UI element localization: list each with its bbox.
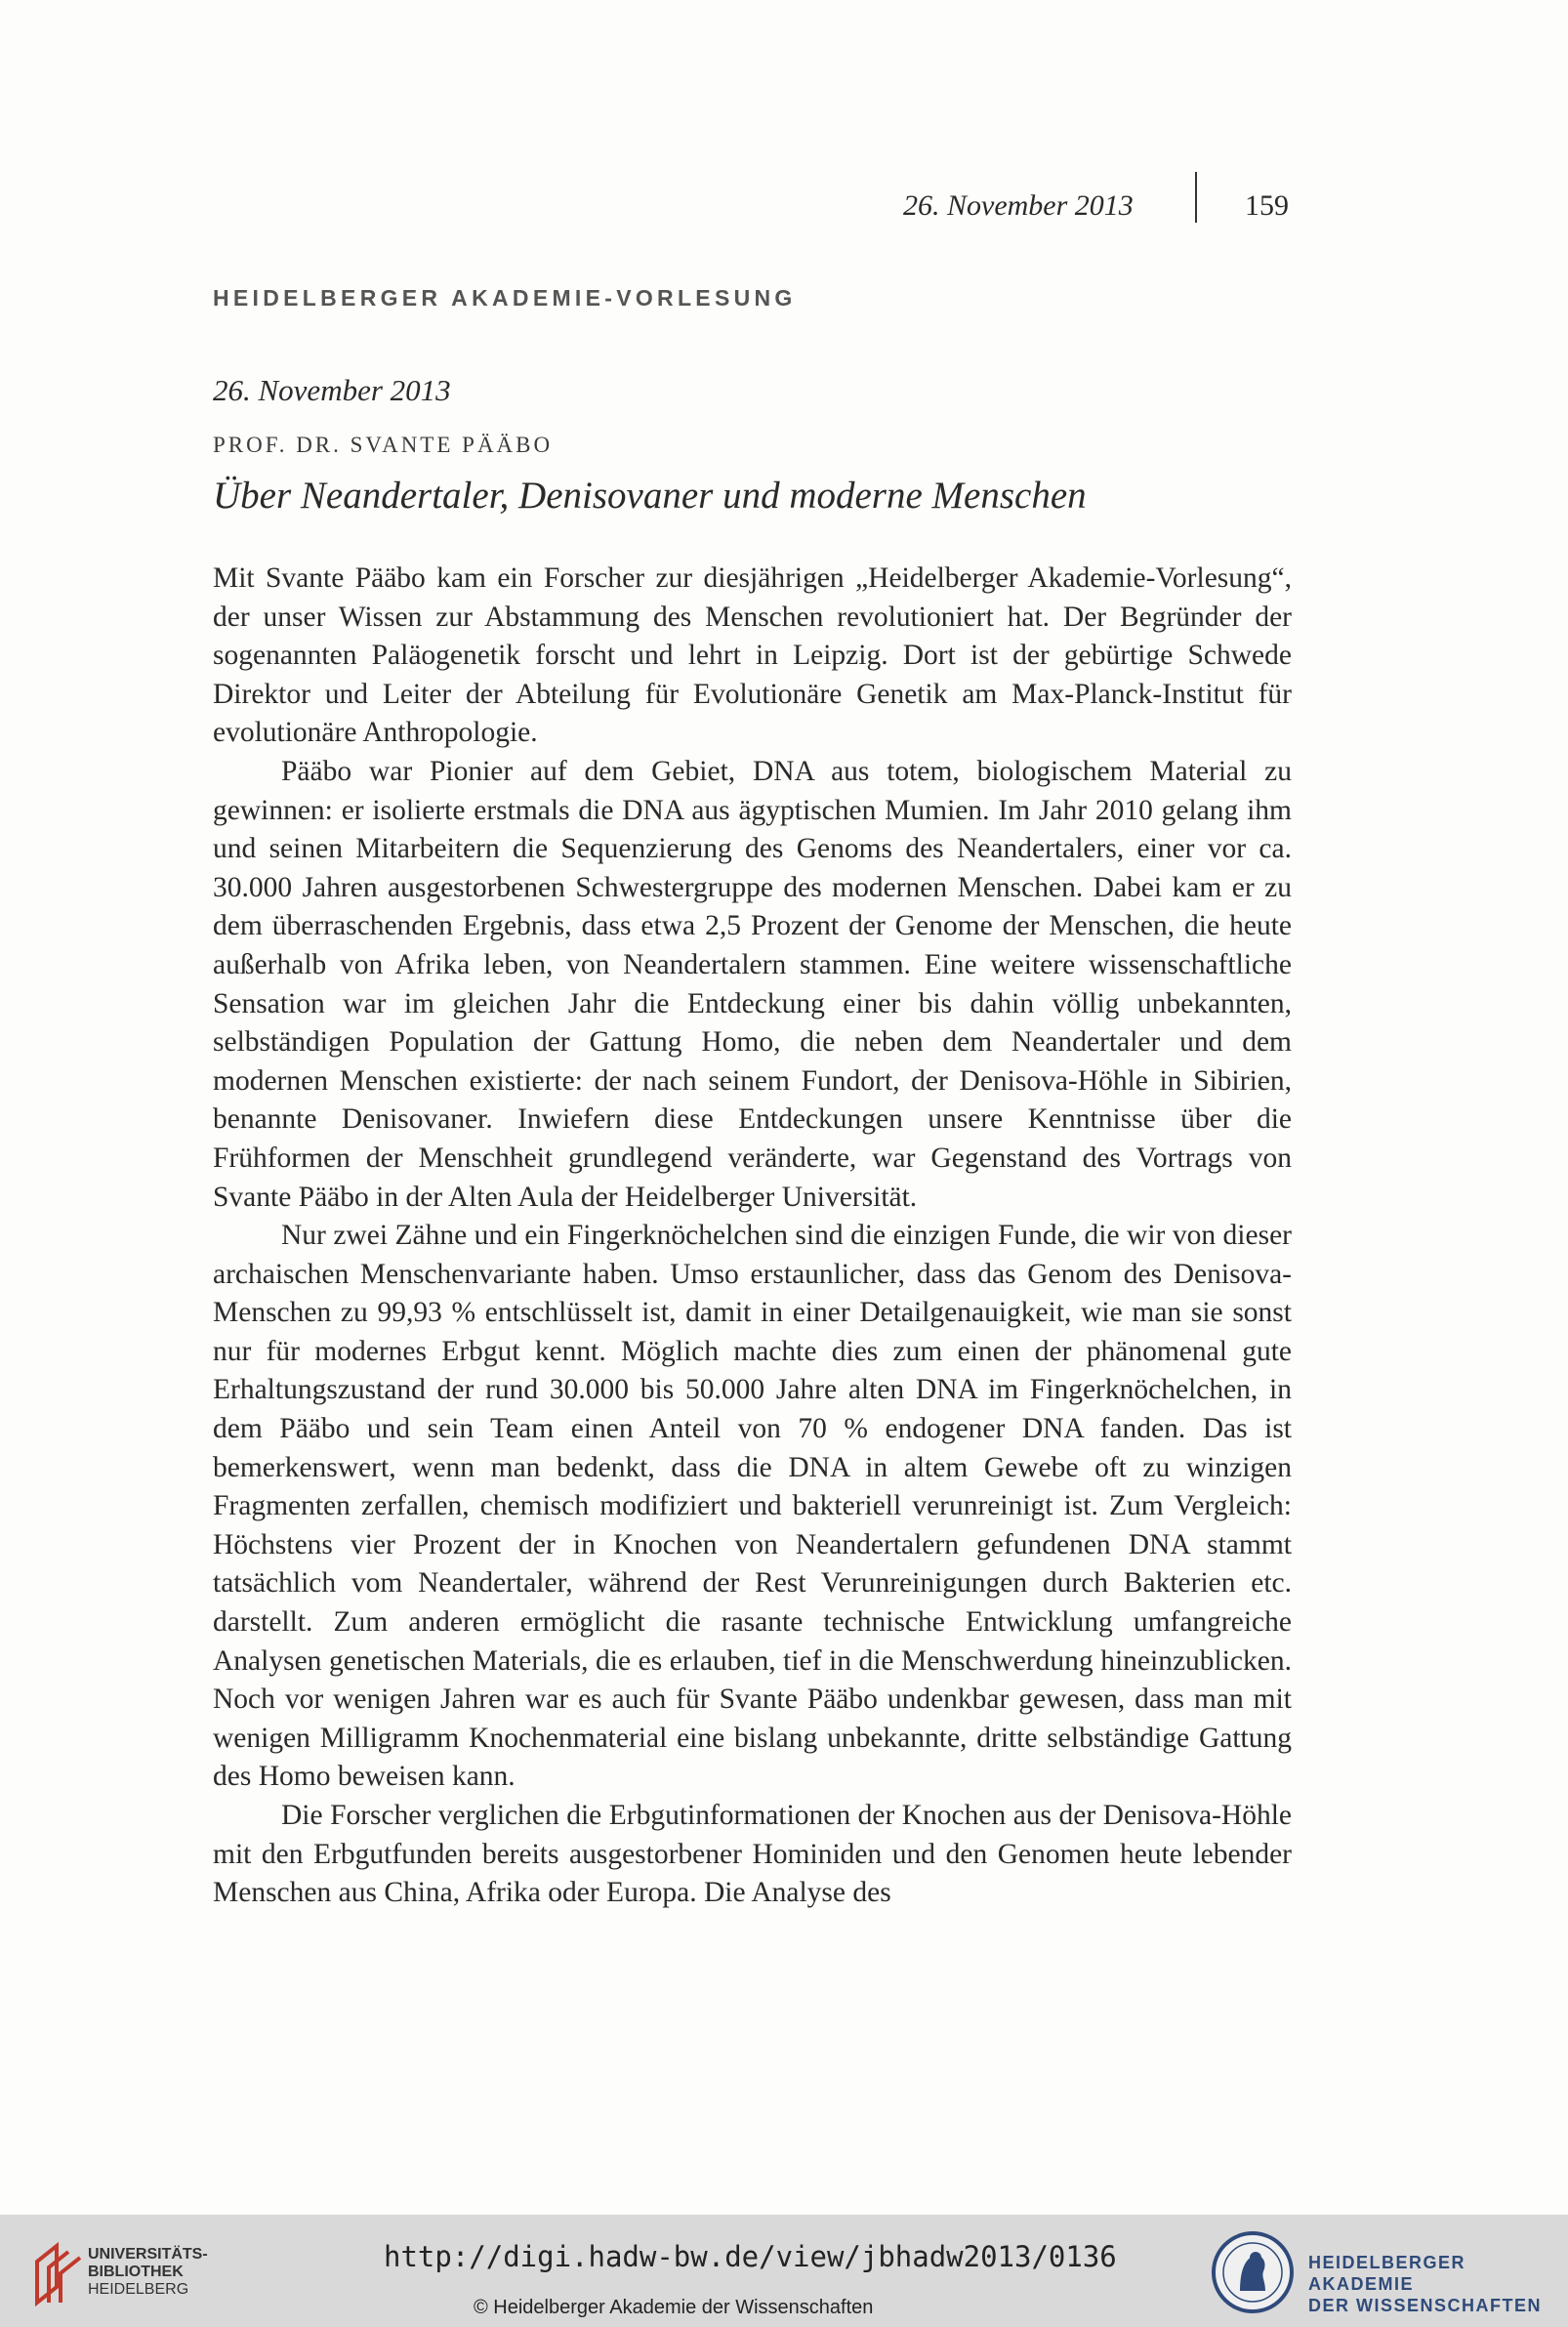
copyright-notice: © Heidelberger Akademie der Wissenschaften (474, 2297, 874, 2318)
library-logo-icon (27, 2234, 96, 2310)
paragraph: Die Forscher verglichen die Erbgutinformationen der Knochen aus der Denisova-Höhle mit den Erbgutfunden bereits ausgestorbener Hominiden und den Genomen heute lebender Menschen aus China, Afrika oder Europa. Die Analyse des (213, 1800, 1292, 1909)
running-head-date: 26. November 2013 (903, 189, 1134, 222)
academy-seal-icon (1211, 2230, 1295, 2314)
paragraph: Nur zwei Zähne und ein Fingerknöchelchen sind die einzigen Funde, die wir von dieser archaischen Menschenvariante haben. Umso erstaunlicher, dass das Genom des Denisova-Menschen zu 99,93 % entschlüsselt ist, damit in einer Detailgenauigkeit, wie man sie sonst nur für modernes Erbgut kennt. Möglich machte dies zum einen der phänomenal gute Erhaltungszustand der rund 30.000 bis 50.000 Jahre alten DNA im Fingerknöchelchen, in dem Pääbo und sein Team einen Anteil von 70 % endogener DNA fanden. Das ist bemerkenswert, wenn man bedenkt, dass die DNA in altem Gewebe oft zu winzigen Fragmenten zerfallen, chemisch modifiziert und bakteriell verunreinigt ist. Zum Vergleich: Höchstens vier Prozent der in Knochen von Neandertalern gefundenen DNA stammt tatsächlich vom Neandertaler, während der Rest Verunreinigungen durch Bakterien etc. darstellt. Zum anderen ermöglicht die rasante technische Entwicklung umfangreiche Analysen genetischen Materials, die es erlauben, tief in die Menschwerdung hineinzublicken. Noch vor wenigen Jahren war es auch für Svante Pääbo undenkbar gewesen, dass man mit wenigen Milligramm Knochenmaterial eine bislang unbekannte, dritte selbständige Gattung des Homo beweisen kann. (213, 1220, 1292, 1793)
academy-name: HEIDELBERGER AKADEMIE DER WISSENSCHAFTEN (1308, 2253, 1543, 2315)
lecture-date: 26. November 2013 (213, 373, 451, 407)
page-number: 159 (1245, 189, 1289, 222)
paragraph: Mit Svante Pääbo kam ein Forscher zur diesjährigen „Heidelberger Akademie-Vorlesung“, der unser Wissen zur Abstammung des Menschen revolutioniert hat. Der Begründer der sogenannten Paläogenetik forscht und lehrt in Leipzig. Dort ist der gebürtige Schwede Direktor und Leiter der Abteilung für Evolutionäre Genetik am Max-Planck-Institut für evolutionäre Anthropologie. (213, 562, 1292, 749)
article-body (213, 560, 1292, 1913)
permalink-url[interactable]: http://digi.hadw-bw.de/view/jbhadw2013/0136 (384, 2240, 1117, 2273)
article-title: Über Neandertaler, Denisovaner und moderne Menschen (213, 475, 1087, 517)
running-head (903, 186, 1294, 225)
running-head-divider (1195, 172, 1197, 223)
series-title: HEIDELBERGER AKADEMIE-VORLESUNG (213, 285, 797, 311)
footer-bar (0, 2215, 1568, 2327)
speaker-name: PROF. DR. SVANTE PÄÄBO (213, 433, 554, 457)
paragraph: Pääbo war Pionier auf dem Gebiet, DNA aus totem, biologischem Material zu gewinnen: er isolierte erstmals die DNA aus ägyptischen Mumien. Im Jahr 2010 gelang ihm und seinen Mitarbeitern die Sequenzierung des Genoms des Neandertalers, einer vor ca. 30.000 Jahren ausgestorbenen Schwestergruppe des modernen Menschen. Dabei kam er zu dem überraschenden Ergebnis, dass etwa 2,5 Prozent der Genome der Menschen, die heute außerhalb von Afrika leben, von Neandertalern stammen. Eine weitere wissenschaftliche Sensation war im gleichen Jahr die Entdeckung einer bis dahin völlig unbekannten, selbständigen Population der Gattung Homo, die neben dem Neandertaler und dem modernen Menschen existierte: der nach seinem Fundort, der Denisova-Höhle in Sibirien, benannte Denisovaner. Inwiefern diese Entdeckungen unsere Kenntnisse über die Frühformen der Menschheit grundlegend veränderte, war Gegenstand des Vortrags von Svante Pääbo in der Alten Aula der Heidelberger Universität. (213, 755, 1292, 1213)
library-name: UNIVERSITÄTS- BIBLIOTHEK HEIDELBERG (88, 2246, 208, 2298)
